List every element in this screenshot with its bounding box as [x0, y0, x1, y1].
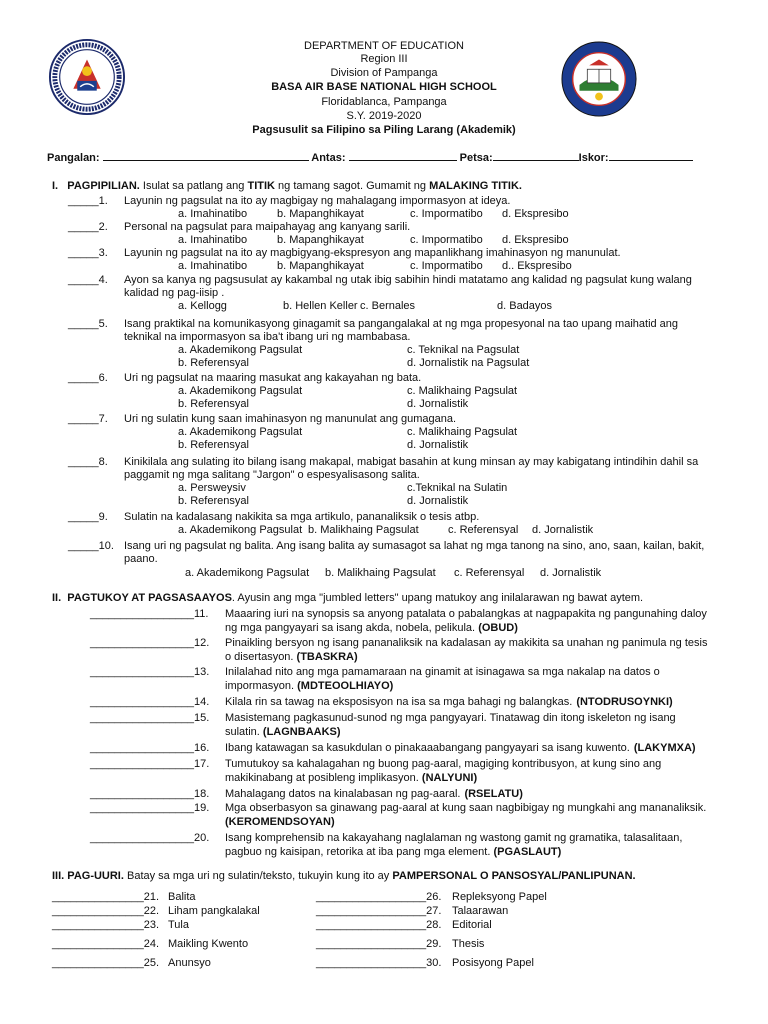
question-text: Mga obserbasyon sa ginawang pag-aaral at kung saan nagbibigay ng mungkahi ang mananaliksik.: [225, 802, 707, 814]
header-dept: DEPARTMENT OF EDUCATION: [304, 40, 464, 52]
antas-blank[interactable]: [349, 151, 457, 161]
antas-label: Antas:: [308, 152, 349, 164]
classify-item: Balita: [168, 891, 196, 903]
answer-option[interactable]: c. Bernales: [360, 300, 416, 312]
question-number[interactable]: _________________11.: [90, 608, 209, 620]
answer-option[interactable]: d. Jornalistik na Pagsulat: [407, 357, 530, 369]
question-number[interactable]: _________________15.: [90, 712, 210, 724]
classify-number[interactable]: _______________22.: [52, 905, 160, 917]
part3-inst-b: PAMPERSONAL O PANSOSYAL/PANLIPUNAN.: [392, 870, 636, 882]
header-title: Pagsusulit sa Filipino sa Piling Larang (Akademik): [252, 124, 516, 136]
answer-option[interactable]: b. Referensyal: [178, 439, 249, 451]
question-text-cont: [225, 846, 561, 858]
question-text-cont-text: o disertasyon.: [225, 651, 294, 663]
classify-number[interactable]: __________________30.: [316, 957, 442, 969]
classify-number[interactable]: __________________28.: [316, 919, 442, 931]
jumbled-answer: (PGASLAUT): [493, 846, 562, 858]
question-number[interactable]: _____1.: [68, 195, 108, 207]
answer-option[interactable]: a. Kellogg: [178, 300, 227, 312]
part1-heading: [52, 180, 522, 192]
question-text: Uri ng pagsulat na maaring masukat ang kakayahan ng bata.: [124, 372, 422, 384]
answer-option[interactable]: d. Badayos: [497, 300, 553, 312]
question-text-cont: teknikal na impormasyon sa iba't ibang uri ng mambabasa.: [124, 331, 411, 343]
jumbled-answer: (OBUD): [478, 622, 518, 634]
part2-num: II.: [52, 592, 62, 604]
iskor-blank[interactable]: [609, 151, 693, 161]
question-text: Uri ng sulatin kung saan imahinasyon ng manunulat ang gumagana.: [124, 413, 457, 425]
header-region: Region III: [360, 53, 408, 65]
question-text-cont-text: ng mga pangyayari sa isang akda, nobela, pelikula.: [225, 622, 476, 634]
question-number[interactable]: _________________18.: [90, 788, 210, 800]
question-text-cont: [225, 622, 518, 634]
question-text-cont-text: sulatin.: [225, 726, 260, 738]
answer-option[interactable]: a. Akademikong Pagsulat: [178, 426, 303, 438]
header-address: Floridablanca, Pampanga: [321, 96, 447, 108]
classify-item: Posisyong Papel: [452, 957, 534, 969]
question-number[interactable]: _____10.: [68, 540, 114, 552]
question-text: Inilalahad nito ang mga pamamaraan na ginamit at isinagawa sa mga nakalap na datos o: [225, 666, 660, 678]
classify-number[interactable]: _______________23.: [52, 919, 160, 931]
answer-option[interactable]: c.Teknikal na Sulatin: [407, 482, 508, 494]
question-text: Kinikilala ang sulating ito bilang isang makapal, mabigat basahin at kung minsan ay may kabigatang intindihin dahil sa: [124, 456, 699, 468]
question-number[interactable]: _____4.: [68, 274, 108, 286]
petsa-blank[interactable]: [493, 151, 579, 161]
question-number[interactable]: _________________20.: [90, 832, 210, 844]
classify-item: Repleksyong Papel: [452, 891, 547, 903]
question-text: Sulatin na kadalasang nakikita sa mga artikulo, pananaliksik o tesis atbp.: [124, 511, 480, 523]
answer-option[interactable]: a. Akademikong Pagsulat: [178, 344, 303, 356]
jumbled-answer: (MDTEOOLHIAYO): [297, 680, 394, 692]
classify-item: Maikling Kwento: [168, 938, 249, 950]
answer-option[interactable]: a. Akademikong Pagsulat: [178, 385, 303, 397]
header-school: BASA AIR BASE NATIONAL HIGH SCHOOL: [271, 81, 497, 93]
part1-inst-titik: TITIK: [247, 180, 275, 192]
question-line: [225, 788, 523, 800]
answer-option[interactable]: c. Impormatibo: [410, 234, 483, 246]
question-line: [225, 742, 696, 754]
part1-num: I.: [52, 180, 59, 192]
answer-option[interactable]: a. Imahinatibo: [178, 208, 248, 220]
question-text-cont-text: impormasyon.: [225, 680, 295, 692]
jumbled-answer: (LAKYMXA): [633, 742, 696, 754]
question-number[interactable]: _____5.: [68, 318, 108, 330]
answer-option[interactable]: a. Imahinatibo: [178, 234, 248, 246]
question-text-cont: kalidad ng pag-iisip .: [124, 287, 225, 299]
header-sy: S.Y. 2019-2020: [346, 110, 422, 122]
answer-option[interactable]: b. Mapanghikayat: [277, 234, 364, 246]
answer-option[interactable]: d. Jornalistik: [407, 398, 469, 410]
answer-option[interactable]: d. Ekspresibo: [502, 208, 569, 220]
pangalan-label: Pangalan:: [47, 152, 103, 164]
answer-option[interactable]: a. Akademikong Pagsulat: [185, 567, 310, 579]
part3-inst: Batay sa mga uri ng sulatin/teksto, tukuyin kung ito ay: [123, 870, 393, 882]
answer-option[interactable]: d. Jornalistik: [407, 439, 469, 451]
question-text-cont: paggamit ng mga salitang "Jargon" o espesyalisasong salita.: [124, 469, 420, 481]
part1-inst-malaking: MALAKING TITIK.: [429, 180, 522, 192]
answer-option[interactable]: a. Imahinatibo: [178, 260, 248, 272]
part2-heading: [52, 592, 643, 604]
question-text-cont-text: pagbuo ng kaisipan, retorika at iba pang mga element.: [225, 846, 491, 858]
question-text: Isang praktikal na komunikasyong ginagamit sa pangangalakal at ng mga propesyonal na tao upang maihatid ang: [124, 318, 679, 330]
answer-option[interactable]: d. Ekspresibo: [502, 234, 569, 246]
question-number[interactable]: _____9.: [68, 511, 108, 523]
question-text: Ibang katawagan sa kasukdulan o pinakaaabangang pangyayari sa isang kuwento.: [225, 742, 630, 754]
info-line: [47, 151, 693, 164]
part3-num: III.: [52, 870, 65, 882]
question-text-cont: [225, 651, 358, 663]
answer-option[interactable]: a. Persweysiv: [178, 482, 246, 494]
jumbled-answer: (RSELATU): [464, 788, 523, 800]
pangalan-blank[interactable]: [103, 151, 309, 161]
classify-item: Liham pangkalakal: [168, 905, 260, 917]
answer-option[interactable]: a. Akademikong Pagsulat: [178, 524, 303, 536]
classify-number[interactable]: _______________25.: [52, 957, 160, 969]
question-text: Mahalagang datos na kinalabasan ng pag-aaral.: [225, 788, 461, 800]
question-text: Maaaring iuri na synopsis sa anyong patalata o pabalangkas at nagpapakita ng pangunahing daloy: [225, 608, 707, 620]
question-text: Layunin ng pagsulat na ito ay magbigay ng mahalagang impormasyon at ideya.: [124, 195, 511, 207]
answer-option[interactable]: d.. Ekspresibo: [502, 260, 572, 272]
question-text-cont: [225, 726, 341, 738]
answer-option[interactable]: b. Mapanghikayat: [277, 208, 364, 220]
classify-number[interactable]: __________________29.: [316, 938, 442, 950]
answer-option[interactable]: c. Malikhaing Pagsulat: [407, 426, 518, 438]
answer-option[interactable]: c. Impormatibo: [410, 208, 483, 220]
jumbled-answer: (NALYUNI): [421, 772, 478, 784]
petsa-label: Petsa:: [456, 152, 493, 164]
question-number[interactable]: _________________13.: [90, 666, 210, 678]
question-text: Ayon sa kanya ng pagsusulat ay kakambal ng utak ibig sabihin hindi matatamo ang kalidad ng pagsulat kung walang: [124, 274, 692, 286]
classify-item: Editorial: [452, 919, 492, 931]
question-text: Tumutukoy sa kahalagahan ng buong pag-aaral, magiging kontribusyon, at kung sino ang: [225, 758, 662, 770]
part3-heading: [52, 870, 636, 882]
answer-option[interactable]: b. Referensyal: [178, 398, 249, 410]
question-number[interactable]: _____2.: [68, 221, 108, 233]
question-text: Personal na pagsulat para maipahayag ang kanyang sarili.: [124, 221, 411, 233]
question-number[interactable]: _________________12.: [90, 637, 210, 649]
jumbled-answer: (TBASKRA): [296, 651, 358, 663]
question-text: Isang komprehensib na kakayahang naglalaman ng wastong gamit ng gramatika, talasalitaan,: [225, 832, 683, 844]
question-number[interactable]: _____8.: [68, 456, 108, 468]
question-number[interactable]: _____6.: [68, 372, 108, 384]
answer-option[interactable]: b. Referensyal: [178, 495, 249, 507]
question-text: Isang uri ng pagsulat ng balita. Ang isang balita ay sumasagot sa lahat ng mga tanong na sino, ano, saan, kailan, bakit,: [124, 540, 705, 552]
answer-option[interactable]: b. Malikhaing Pagsulat: [308, 524, 419, 536]
question-text-cont: [225, 772, 477, 784]
answer-option[interactable]: b. Malikhaing Pagsulat: [325, 567, 436, 579]
question-number[interactable]: _________________14.: [90, 696, 210, 708]
question-number[interactable]: _____7.: [68, 413, 108, 425]
classify-number[interactable]: __________________27.: [316, 905, 442, 917]
answer-option[interactable]: c. Impormatibo: [410, 260, 483, 272]
answer-option[interactable]: b. Referensyal: [178, 357, 249, 369]
answer-option[interactable]: d. Jornalistik: [407, 495, 469, 507]
classify-item: Talaarawan: [452, 905, 509, 917]
header-division: Division of Pampanga: [330, 67, 438, 79]
part3-title: PAG-UURI.: [67, 870, 124, 882]
classify-number[interactable]: __________________26.: [316, 891, 442, 903]
classify-number[interactable]: _______________24.: [52, 938, 160, 950]
answer-option[interactable]: c. Referensyal: [448, 524, 519, 536]
answer-option[interactable]: c. Teknikal na Pagsulat: [407, 344, 520, 356]
question-text-cont: paano.: [124, 553, 158, 565]
iskor-label: Iskor:: [578, 152, 609, 164]
question-number[interactable]: _________________17.: [90, 758, 210, 770]
question-text: Masistemang pagkasunud-sunod ng mga pangyayari. Tinatawag din itong iskeleton ng isang: [225, 712, 676, 724]
classify-item: Anunsyo: [168, 957, 211, 969]
question-text-cont-text: makikinabang at posibleng implikasyon.: [225, 772, 419, 784]
classify-number[interactable]: _______________21.: [52, 891, 160, 903]
question-text-cont: [225, 680, 393, 692]
classify-item: Thesis: [452, 938, 485, 950]
question-text: Layunin ng pagsulat na ito ay magbigyang-ekspresyon ang mapanlikhang imahinasyon ng manunulat.: [124, 247, 621, 259]
part2-inst: . Ayusin ang mga "jumbled letters" upang matukoy ang inilalarawan ng bawat aytem.: [231, 592, 644, 604]
question-number[interactable]: _________________16.: [90, 742, 210, 754]
part2-title: PAGTUKOY AT PAGSASAAYOS: [67, 592, 232, 604]
question-line: [225, 696, 673, 708]
jumbled-answer: (LAGNBAAKS): [262, 726, 341, 738]
answer-option[interactable]: c. Malikhaing Pagsulat: [407, 385, 518, 397]
jumbled-answer: (KEROMENDSOYAN): [225, 816, 335, 828]
part1-inst-2: ng tamang sagot. Gumamit ng: [274, 180, 430, 192]
question-number[interactable]: _____3.: [68, 247, 108, 259]
answer-option[interactable]: c. Referensyal: [454, 567, 525, 579]
classify-item: Tula: [168, 919, 189, 931]
question-number[interactable]: _________________19.: [90, 802, 210, 814]
question-text: Kilala rin sa tawag na eksposisyon na isa sa mga bahagi ng balangkas.: [225, 696, 573, 708]
answer-option[interactable]: b. Hellen Keller: [283, 300, 358, 312]
answer-option[interactable]: d. Jornalistik: [532, 524, 594, 536]
part1-inst: Isulat sa patlang ang: [139, 180, 248, 192]
answer-option[interactable]: b. Mapanghikayat: [277, 260, 364, 272]
jumbled-answer: (NTODRUSOYNKI): [576, 696, 673, 708]
answer-option[interactable]: d. Jornalistik: [540, 567, 602, 579]
part1-title: PAGPIPILIAN.: [67, 180, 140, 192]
question-text: Pinaikling bersyon ng isang pananaliksik na kadalasan ay makikita sa unahan ng panimula ng tesis: [225, 637, 708, 649]
